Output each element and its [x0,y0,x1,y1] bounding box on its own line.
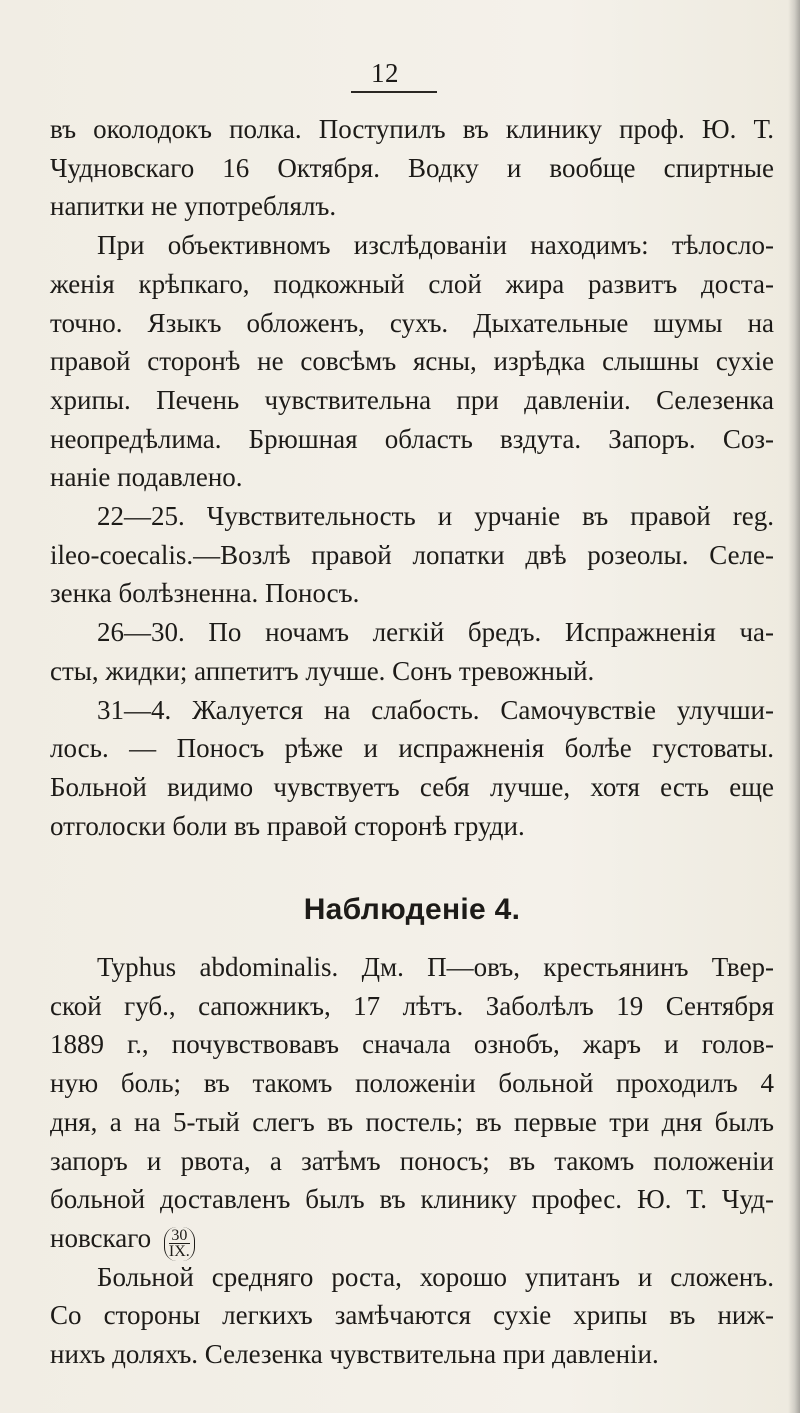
text-line: лось. — Поносъ рѣже и испражненія болѣе густоваты. [50,733,774,764]
text-line: Больной видимо чувствуетъ себя лучше, хотя есть еще [50,771,774,802]
text-line: больной доставленъ былъ въ клинику профес. Ю. Т. Чуд- [50,1184,774,1215]
text-line: напитки не употреблялъ. [50,191,337,222]
text-line: дня, а на 5-тый слегъ въ постель; въ первые три дня былъ [50,1106,774,1137]
text-line: Чудновскаго 16 Октября. Водку и вообще спиртные [50,152,774,183]
page-text [50,110,774,1374]
text-line: нихъ доляхъ. Селезенка чувствительна при давленіи. [50,1339,659,1370]
text-line: правой сторонѣ не совсѣмъ ясны, изрѣдка слышны сухіе [50,346,774,377]
text-line: точно. Языкъ обложенъ, сухъ. Дыхательные шумы на [50,307,774,338]
text-line: ную боль; въ такомъ положеніи больной проходилъ 4 [50,1068,774,1099]
page-edge-shadow [788,0,800,1413]
section-heading: Наблюденіе 4. [303,893,521,927]
text-line: хрипы. Печень чувствительна при давленіи. Селезенка [50,384,774,415]
text-line: 31—4. Жалуется на слабость. Самочувствіе улучши- [97,694,774,725]
text-line: въ околодокъ полка. Поступилъ въ клинику проф. Ю. Т. [50,114,774,144]
date-fraction-denominator: IX. [168,1242,190,1260]
text-line: женія крѣпкаго, подкожный слой жира развитъ доста- [50,268,774,299]
date-fraction-numerator: 30 [169,1229,190,1244]
text-line: При объективномъ изслѣдованіи находимъ: тѣлосло- [97,230,774,261]
text-line: 22—25. Чувствительность и урчаніе въ правой reg. [97,501,774,532]
text-line: ileo-coecalis.—Возлѣ правой лопатки двѣ розеолы. Селе- [50,539,774,570]
page-number: 12 [371,58,399,88]
text-line: неопредѣлима. Брюшная область вздута. Запоръ. Соз- [50,423,774,454]
text-line: наніе подавлено. [50,462,243,493]
text-line: ской губ., сапожникъ, 17 лѣтъ. Заболѣлъ 19 Сентября [50,990,774,1021]
text-line: 26—30. По ночамъ легкій бредъ. Испражненія ча- [97,617,774,648]
text-line: сты, жидки; аппетитъ лучше. Сонъ тревожный. [50,655,595,686]
text-line: новскаго [50,1222,152,1253]
text-line-with-date [50,1219,774,1258]
text-line: Больной средняго роста, хорошо упитанъ и сложенъ. [97,1261,774,1292]
text-line: 1889 г., почувствовавъ сначала ознобъ, жаръ и голов- [50,1029,774,1060]
text-line: отголоски боли въ правой сторонѣ груди. [50,810,525,841]
text-line: запоръ и рвота, а затѣмъ поносъ; въ такомъ положеніи [50,1145,774,1176]
text-line: Со стороны легкихъ замѣчаются сухіе хрипы въ ниж- [50,1300,774,1331]
page-number-rule [351,91,437,93]
date-fraction [164,1227,195,1261]
text-line: Typhus abdominalis. Дм. П—овъ, крестьянинъ Твер- [97,952,774,983]
text-line: зенка болѣзненна. Поносъ. [50,578,360,609]
